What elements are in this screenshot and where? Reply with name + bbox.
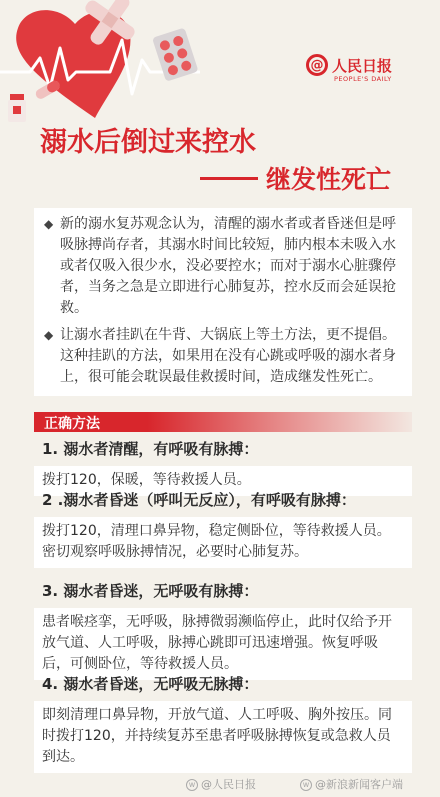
method-item — [34, 673, 412, 773]
medicine-bottle-icon — [8, 94, 26, 122]
logo-subtitle: PEOPLE'S DAILY — [334, 75, 392, 83]
explanation-panel — [34, 208, 412, 396]
peoples-daily-logo — [306, 50, 406, 90]
watermark-footer — [0, 774, 440, 794]
watermark — [300, 776, 403, 792]
subtitle-text: 继发性死亡 — [266, 165, 392, 194]
method-item — [34, 580, 412, 680]
section-title: 正确方法 — [44, 416, 100, 432]
weibo-icon: w — [186, 779, 198, 791]
bullet-text: 让溺水者挂趴在牛背、大锅底上等土方法，更不提倡。这种挂趴的方法，如果用在没有心跳或呼吸的溺水者身上，很可能会耽误最佳救援时间，造成继发性死亡。 — [60, 327, 396, 385]
section-header — [34, 412, 412, 432]
method-heading: 2 .溺水者昏迷（呼叫无反应），有呼吸有脉搏： — [42, 491, 356, 509]
pill-pack-icon — [152, 27, 199, 81]
watermark-text: @新浪新闻客户端 — [315, 778, 403, 791]
diamond-bullet-icon: ◆ — [44, 217, 54, 231]
method-heading: 1. 溺水者清醒，有呼吸有脉搏： — [42, 440, 259, 458]
method-item — [34, 489, 412, 568]
at-sign-icon: @ — [306, 54, 328, 76]
diamond-bullet-icon: ◆ — [44, 328, 54, 342]
method-body: 即刻清理口鼻异物，开放气道、人工呼吸、胸外按压。同时拨打120，并持续复苏至患者呼吸脉搏恢复或急救人员到达。 — [34, 701, 412, 773]
method-item — [34, 438, 412, 496]
bullet-item — [44, 325, 404, 388]
logo-name: 人民日报 — [332, 57, 393, 75]
weibo-icon: w — [300, 779, 312, 791]
watermark-text: @人民日报 — [201, 778, 256, 791]
method-body: 患者喉痉挛，无呼吸，脉搏微弱濒临停止，此时仅给予开放气道、人工呼吸，脉搏心跳即可迅速增强。恢复呼吸后，可侧卧位，等待救援人员。 — [34, 608, 412, 680]
dash-line — [200, 177, 258, 180]
method-body: 拨打120，保暖，等待救援人员。 — [34, 466, 412, 496]
method-heading: 4. 溺水者昏迷，无呼吸无脉搏： — [42, 675, 259, 693]
method-body: 拨打120，清理口鼻异物，稳定侧卧位，等待救援人员。密切观察呼吸脉搏情况，必要时心肺复苏。 — [34, 517, 412, 568]
header — [0, 0, 440, 205]
bullet-item — [44, 214, 404, 319]
bullet-text: 新的溺水复苏观念认为，清醒的溺水者或者昏迷但是呼吸脉搏尚存者，其溺水时间比较短，肺内根本未吸入水或者仅吸入很少水，没必要控水；而对于溺水心脏骤停者，当务之急是立即进行心肺复苏，控水反而会延误抢救。 — [60, 216, 396, 316]
page-title: 溺水后倒过来控水 — [40, 127, 256, 158]
page-subtitle — [200, 160, 391, 196]
medical-heart-illustration — [0, 0, 200, 125]
method-heading: 3. 溺水者昏迷，无呼吸有脉搏： — [42, 582, 259, 600]
watermark — [186, 776, 256, 792]
